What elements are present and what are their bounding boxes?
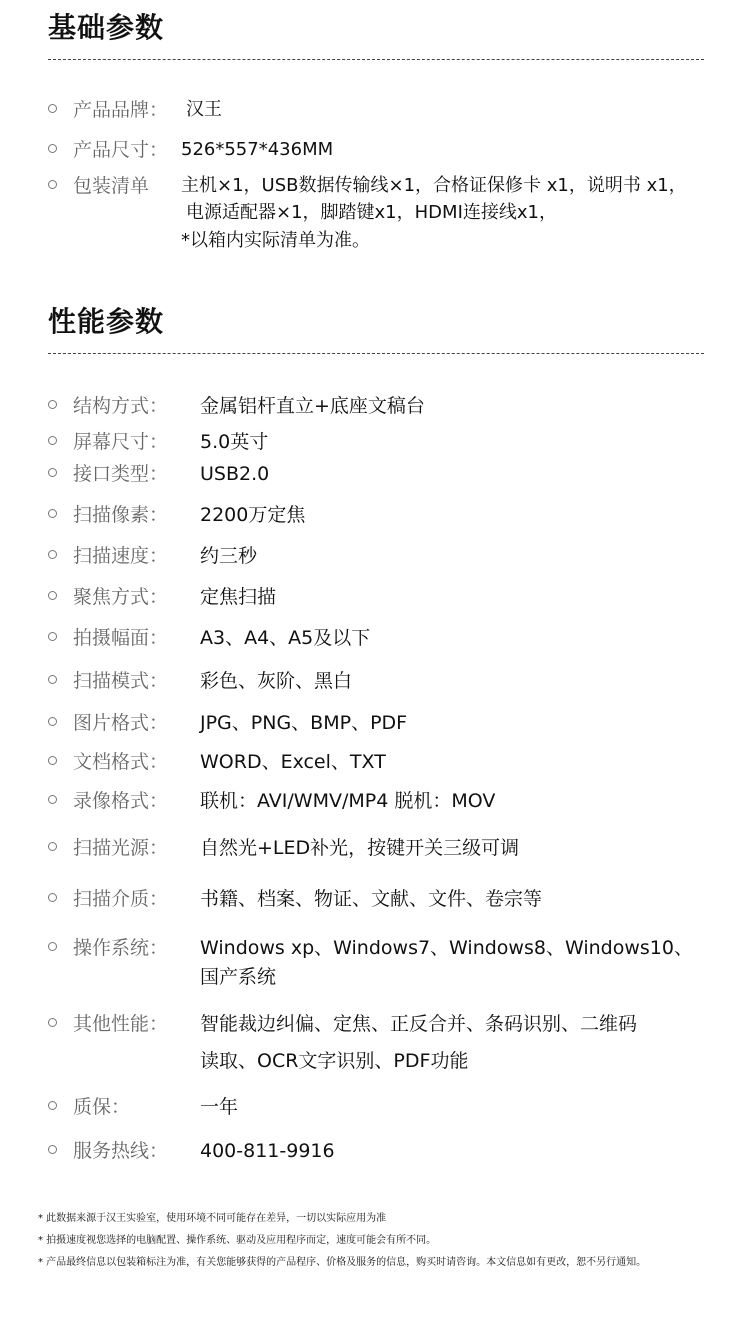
spec-label: 图片格式：: [73, 712, 169, 734]
circle-bullet-icon: [48, 632, 57, 641]
spec-label: 质保：: [73, 1096, 131, 1118]
circle-bullet-icon: [48, 400, 57, 409]
spec-label: 拍摄幅面：: [73, 627, 169, 649]
spec-value-line: 智能裁边纠偏、定焦、正反合并、条码识别、二维码: [200, 1013, 638, 1035]
spec-label: 文档格式：: [73, 751, 169, 773]
circle-bullet-icon: [48, 144, 57, 153]
circle-bullet-icon: [48, 550, 57, 559]
spec-value: JPG、PNG、BMP、PDF: [200, 712, 408, 734]
spec-value: 汉王: [186, 99, 222, 120]
spec-value: 联机：AVI/WMV/MP4 脱机：MOV: [200, 790, 496, 812]
spec-value-line: Windows xp、Windows7、Windows8、Windows10、: [200, 937, 693, 959]
spec-value-line: *以箱内实际清单为准。: [181, 230, 370, 251]
disclaimer-note: * 此数据来源于汉王实验室，使用环境不同可能存在差异，一切以实际应用为准: [38, 1213, 387, 1224]
spec-label: 产品尺寸：: [73, 139, 169, 161]
spec-value: 400-811-9916: [200, 1140, 335, 1162]
spec-value: WORD、Excel、TXT: [200, 751, 386, 773]
spec-value: 526*557*436MM: [181, 139, 334, 160]
spec-value-line: 电源适配器×1，脚踏键x1，HDMI连接线x1，: [186, 202, 557, 223]
spec-value: 5.0英寸: [200, 431, 269, 453]
disclaimer-notes: [38, 1208, 728, 1274]
spec-label: 屏幕尺寸：: [73, 431, 169, 453]
performance-divider: [48, 353, 704, 354]
circle-bullet-icon: [48, 893, 57, 902]
spec-value-line: 主机×1，USB数据传输线×1，合格证保修卡 x1，说明书 x1，: [181, 175, 687, 196]
spec-label: 结构方式：: [73, 395, 169, 417]
spec-label: 包装清单: [73, 175, 150, 197]
circle-bullet-icon: [48, 842, 57, 851]
circle-bullet-icon: [48, 1018, 57, 1027]
circle-bullet-icon: [48, 795, 57, 804]
spec-value: 一年: [200, 1096, 239, 1118]
spec-value: USB2.0: [200, 463, 270, 485]
circle-bullet-icon: [48, 756, 57, 765]
disclaimer-note: * 拍摄速度视您选择的电脑配置、操作系统、驱动及应用程序而定，速度可能会有所不同。: [38, 1235, 437, 1246]
spec-value: 金属铝杆直立+底座文稿台: [200, 395, 425, 417]
spec-label: 产品品牌：: [73, 99, 169, 121]
spec-label: 聚焦方式：: [73, 586, 169, 608]
circle-bullet-icon: [48, 180, 57, 189]
spec-value-line: 国产系统: [200, 966, 277, 988]
circle-bullet-icon: [48, 509, 57, 518]
spec-value: 定焦扫描: [200, 586, 277, 608]
spec-label: 服务热线：: [73, 1140, 169, 1162]
spec-value-line: 读取、OCR文字识别、PDF功能: [200, 1050, 469, 1072]
spec-label: 接口类型：: [73, 463, 169, 485]
spec-label: 扫描像素：: [73, 504, 169, 526]
circle-bullet-icon: [48, 1101, 57, 1110]
performance-section-title: 性能参数: [48, 305, 165, 338]
circle-bullet-icon: [48, 468, 57, 477]
spec-label: 扫描光源：: [73, 837, 169, 859]
circle-bullet-icon: [48, 675, 57, 684]
spec-label: 扫描介质：: [73, 888, 169, 910]
circle-bullet-icon: [48, 436, 57, 445]
circle-bullet-icon: [48, 1145, 57, 1154]
basic-section-title: 基础参数: [48, 11, 165, 44]
circle-bullet-icon: [48, 104, 57, 113]
circle-bullet-icon: [48, 717, 57, 726]
spec-label: 操作系统：: [73, 937, 169, 959]
spec-value: 约三秒: [200, 545, 258, 567]
spec-value: 2200万定焦: [200, 504, 306, 526]
spec-label: 录像格式：: [73, 790, 169, 812]
spec-value: 书籍、档案、物证、文献、文件、卷宗等: [200, 888, 543, 910]
spec-label: 扫描模式：: [73, 670, 169, 692]
disclaimer-note: * 产品最终信息以包装箱标注为准，有关您能够获得的产品程序、价格及服务的信息，购买时请咨询。本文信息如有更改，恕不另行通知。: [38, 1257, 647, 1268]
spec-label: 扫描速度：: [73, 545, 169, 567]
basic-divider: [48, 59, 704, 60]
circle-bullet-icon: [48, 942, 57, 951]
spec-value: A3、A4、A5及以下: [200, 627, 371, 649]
circle-bullet-icon: [48, 591, 57, 600]
spec-value: 彩色、灰阶、黑白: [200, 670, 353, 692]
spec-label: 其他性能：: [73, 1013, 169, 1035]
spec-value: 自然光+LED补光，按键开关三级可调: [200, 837, 520, 859]
